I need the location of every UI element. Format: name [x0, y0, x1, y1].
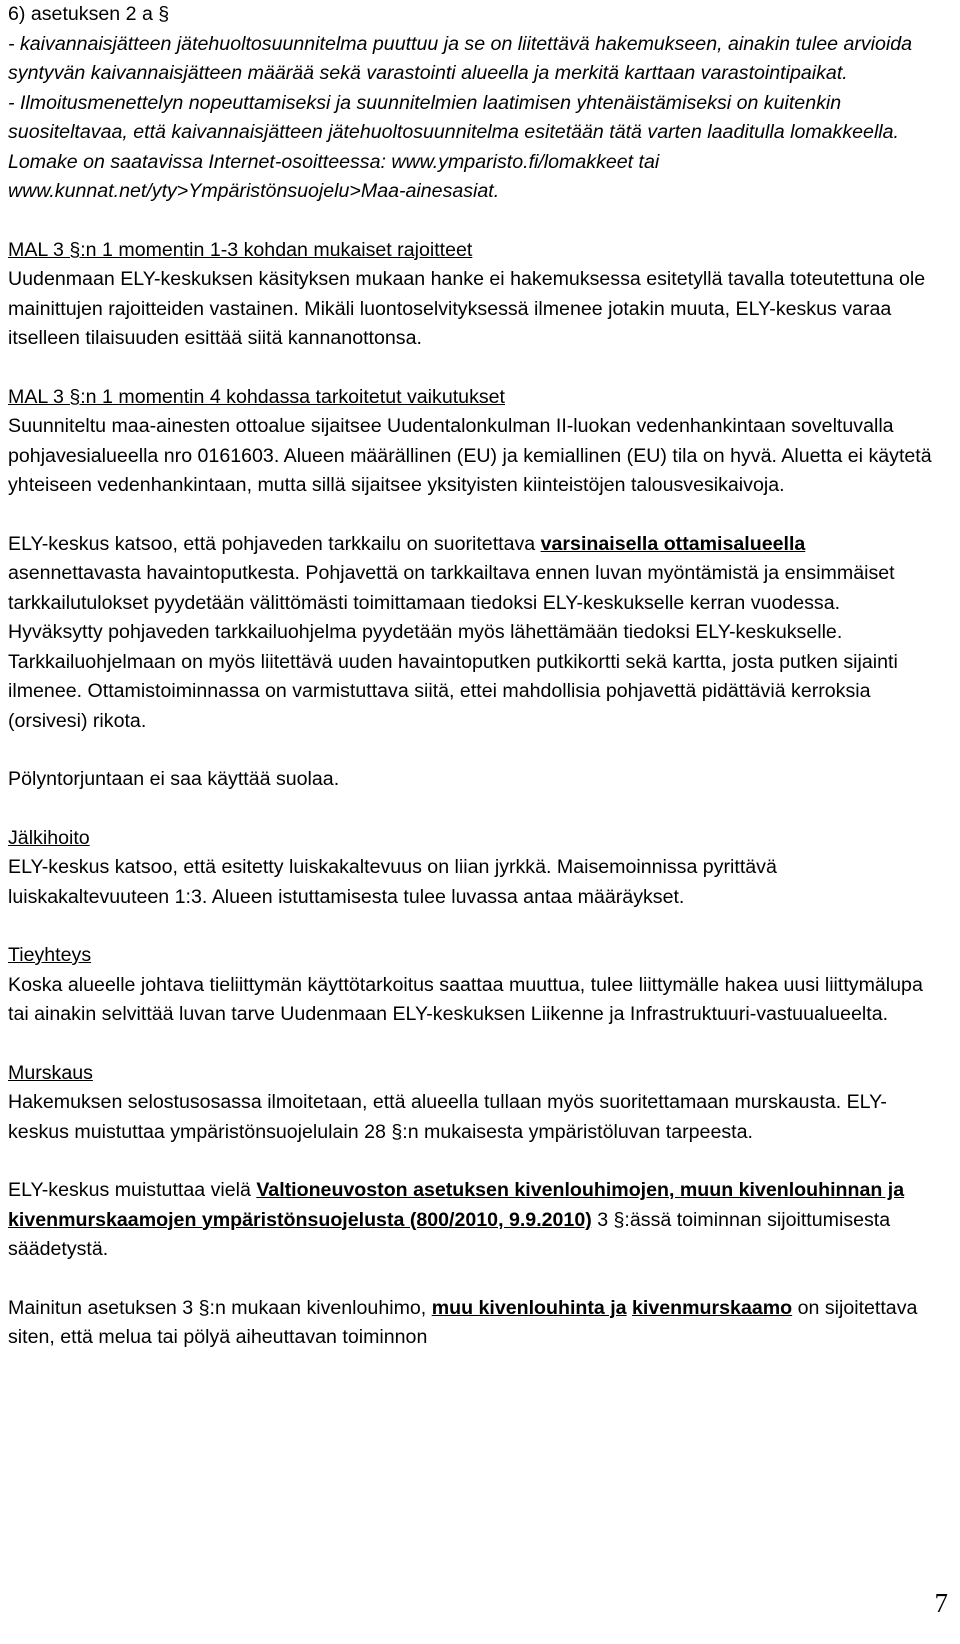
- pohjavesi-lead: ELY-keskus katsoo, että pohjaveden tarkkailu on suoritettava: [8, 532, 541, 555]
- heading-murskaus: Murskaus: [8, 1061, 93, 1084]
- heading-mal-vaikutukset: MAL 3 §:n 1 momentin 4 kohdassa tarkoitetut vaikutukset: [8, 385, 505, 408]
- asetus-rest: 3 §:ässä toiminnan sijoittumisesta säädetystä.: [8, 1208, 891, 1260]
- paragraph-jatehuoltosuunnitelma: - kaivannaisjätteen jätehuoltosuunnitelma puuttuu ja se on liitettävä hakemukseen, ainakin tulee arvioida syntyvän kaivannaisjätteen määrää sekä varastointi alueella ja merkitä karttaan varastointipaikat.: [8, 32, 913, 84]
- mainitun-emphasis-1: muu kivenlouhinta ja: [431, 1296, 627, 1319]
- section-heading-asetus-2a: 6) asetuksen 2 a §: [8, 3, 170, 25]
- heading-tieyhteys: Tieyhteys: [8, 944, 92, 966]
- heading-jalkihoito: Jälkihoito: [8, 826, 90, 849]
- page-number: 7: [934, 1588, 948, 1618]
- pohjavesi-rest: asennettavasta havaintoputkesta. Pohjavettä on tarkkailtava ennen luvan myöntämistä ja ensimmäiset tarkkailutulokset pyydetään välittömästi toimittamaan tiedoksi ELY-keskukselle kerran vuodessa. Hyväksytty pohjaveden tarkkailuohjelma pyydetään myös lähettämään tiedoksi ELY-keskukselle. Tarkkailuohjelmaan on myös liitettävä uuden havaintoputken putkikortti sekä kartta, josta putken sijainti ilmenee. Ottamistoiminnassa on varmistuttava siitä, ettei mahdollisia pohjavettä pidättäviä kerroksia (orsivesi) rikota.: [8, 562, 898, 732]
- mainitun-rest: on sijoitettava siten, että melua tai pölyä aiheuttavan toiminnon: [8, 1296, 918, 1348]
- paragraph-mal-vaikutukset: Suunniteltu maa-ainesten ottoalue sijaitsee Uudentalonkulman II-luokan vedenhankintaan soveltuvalla pohjavesialueella nro 0161603. Alueen määrällinen (EU) ja kemiallinen (EU) tila on hyvä. Aluetta ei käytetä yhteiseen vedenhankintaan, mutta sillä sijaitsee yksityisten kiinteistöjen talousvesikaivoja.: [8, 415, 932, 496]
- paragraph-tieyhteys: Koska alueelle johtava tieliittymän käyttötarkoitus saattaa muuttua, tulee liittymälle hakea uusi liittymälupa tai ainakin selvittää luvan tarve Uudenmaan ELY-keskuksen Liikenne ja Infrastruktuuri-vastuualueelta.: [8, 973, 923, 1025]
- paragraph-jalkihoito: ELY-keskus katsoo, että esitetty luiskakaltevuus on liian jyrkkä. Maisemoinnissa pyrittävä luiskakaltevuuteen 1:3. Alueen istuttamisesta tulee luvassa antaa määräykset.: [8, 856, 777, 908]
- pohjavesi-emphasis: varsinaisella ottamisalueella: [540, 532, 806, 555]
- asetus-lead: ELY-keskus muistuttaa vielä: [8, 1179, 257, 1201]
- mainitun-emphasis-2: kivenmurskaamo: [632, 1296, 793, 1319]
- paragraph-mal-rajoitteet: Uudenmaan ELY-keskuksen käsityksen mukaan hanke ei hakemuksessa esitetyllä tavalla toteutettuna ole mainittujen rajoitteiden vastainen. Mikäli luontoselvityksessä ilmenee jotakin muuta, ELY-keskus varaa itselleen tilaisuuden esittää siitä kannanottonsa.: [8, 268, 926, 349]
- paragraph-asetus-muistutus: [8, 1176, 932, 1265]
- paragraph-pohjaveden-tarkkailu: [8, 530, 932, 737]
- heading-mal-rajoitteet: MAL 3 §:n 1 momentin 1-3 kohdan mukaiset rajoitteet: [8, 238, 473, 261]
- document-page: [8, 0, 932, 1353]
- asetus-reference: Valtioneuvoston asetuksen kivenlouhimojen, muun kivenlouhinnan ja kivenmurskaamojen ympäristönsuojelusta (800/2010, 9.9.2010): [8, 1179, 905, 1231]
- paragraph-ilmoitusmenettely: - Ilmoitusmenettelyn nopeuttamiseksi ja suunnitelmien laatimisen yhtenäistämiseksi on kuitenkin suositeltavaa, että kaivannaisjätteen jätehuoltosuunnitelma esitetään tätä varten laaditulla lomakkeella. Lomake on saatavissa Internet-osoitteessa: www.ymparisto.fi/lomakkeet tai www.kunnat.net/yty>Ympäristönsuojelu>Maa-ainesasiat.: [8, 91, 899, 202]
- paragraph-murskaus: Hakemuksen selostusosassa ilmoitetaan, että alueella tullaan myös suoritettamaan murskausta. ELY-keskus muistuttaa ympäristönsuojelulain 28 §:n mukaisesta ympäristöluvan tarpeesta.: [8, 1091, 887, 1143]
- paragraph-polyntorjunta: Pölyntorjuntaan ei saa käyttää suolaa.: [8, 768, 340, 790]
- mainitun-lead: Mainitun asetuksen 3 §:n mukaan kivenlouhimo,: [8, 1296, 432, 1319]
- paragraph-mainitun-asetuksen: [8, 1294, 932, 1353]
